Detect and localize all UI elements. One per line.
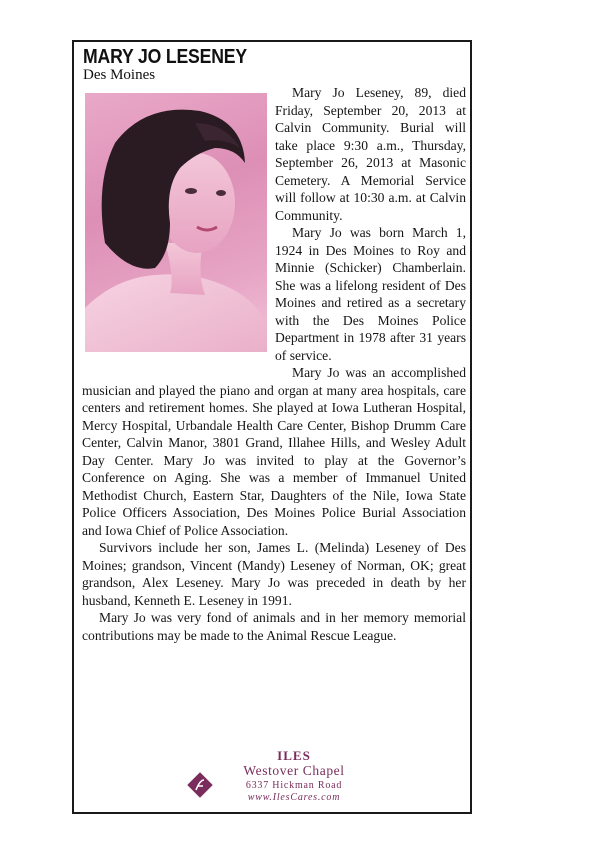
- chapel-name: Westover Chapel: [243, 763, 345, 778]
- paragraph-memorials: Mary Jo was very fond of animals and in her memory memorial contributions may be made to the Animal Rescue League.: [82, 610, 466, 643]
- obituary-city: Des Moines: [83, 67, 156, 83]
- funeral-home-footer: [74, 748, 474, 812]
- paragraph-biography: Mary Jo was born March 1, 1924 in Des Moines to Roy and Minnie (Schicker) Chamberlain. She was a lifelong resident of Des Moines and retired as a secretary with the Des Moines Police Department in 1978 after 31 years of service.: [275, 225, 466, 363]
- paragraph-services: Mary Jo Leseney, 89, died Friday, September 20, 2013 at Calvin Community. Burial will take place 9:30 a.m., Thursday, September 26, 2013 at Masonic Cemetery. A Memorial Service will follow at 10:30 a.m. at Calvin Community.: [275, 85, 466, 223]
- website-link[interactable]: www.IlesCares.com: [247, 792, 341, 803]
- paragraph-survivors: Survivors include her son, James L. (Melinda) Leseney of Des Moines; grandson, Vincent (Mandy) Leseney of Norman, OK; great grandson, Alex Leseney. Mary Jo was preceded in death by her husband, Kenneth E. Leseney in 1991.: [82, 540, 466, 608]
- iles-logo-icon: [187, 772, 213, 798]
- paragraph-music: Mary Jo was an accomplished musician and played the piano and organ at many area hospitals, care centers and retirement homes. She played at Iowa Lutheran Hospital, Mercy Hospital, Urbandale Health Care Center, Bishop Drumm Care Center, Calvin Manor, 3801 Grand, Illahee Hills, and Wesley Adult Day Center. Mary Jo was invited to play at the Governor’s Conference on Aging. She was a member of Immanuel United Methodist Church, Eastern Star, Daughters of the Nile, Iowa State Police Officers Association, Des Moines Police Burial Association and Iowa Chief of Police Association.: [82, 365, 466, 538]
- chapel-address: 6337 Hickman Road: [245, 780, 343, 791]
- funeral-home-name: ILES: [277, 748, 311, 763]
- obituary-name: MARY JO LESENEY: [83, 45, 247, 68]
- obituary-card: [72, 40, 472, 814]
- obituary-body: [82, 84, 466, 644]
